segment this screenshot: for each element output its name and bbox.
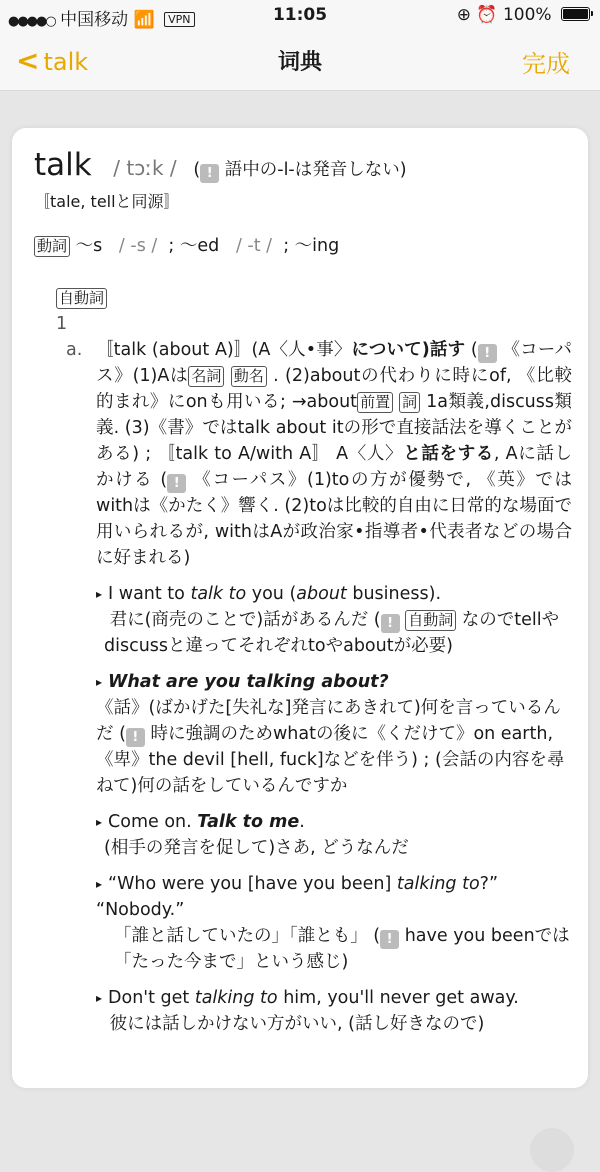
inflection-s: ～s xyxy=(75,236,103,256)
example-5 xyxy=(96,985,572,1037)
vpn-badge: VPN xyxy=(164,12,194,27)
entry-content xyxy=(12,128,588,1037)
sense-label: a. xyxy=(66,340,83,360)
headword: talk xyxy=(34,147,92,183)
chevron-left-icon: < xyxy=(16,44,40,77)
navigation-bar xyxy=(0,32,600,91)
example-4-en-2: “Nobody.” xyxy=(96,900,185,920)
tag-verbal-noun: 動名 xyxy=(231,366,267,387)
inflection-ed-pron: / -t / xyxy=(235,236,273,256)
example-2-ja: 《話》(ばかげた[失礼な]発言にあきれて)何を言っているんだ ( ! 時に強調のためwhatの後に《くだけて》on earth, 《卑》the devil [hell, fuck]などを伴う) ; (会話の内容を尋ねて)何の話をしているんですか xyxy=(96,698,565,796)
etymology: 〚tale, tellと同源〛 xyxy=(34,192,180,211)
example-3 xyxy=(96,809,572,861)
status-right xyxy=(457,5,590,25)
inflection-ing: ; ～ing xyxy=(283,236,340,256)
example-4-ja: 「誰と話していたの」「誰とも」 ( ! have you beenでは「たった今まで」という感じ) xyxy=(114,926,570,972)
done-button[interactable]: 完成 xyxy=(522,50,570,78)
example-3-ja: (相手の発言を促して)さあ, どうなんだ xyxy=(104,838,409,858)
exclamation-icon: ! xyxy=(126,728,145,747)
dictionary-card xyxy=(12,128,588,1088)
battery-percent: 100% xyxy=(502,5,552,25)
pronunciation-note: ( ! 語中の-l-は発音しない) xyxy=(182,160,407,181)
headword-line xyxy=(34,147,572,183)
example-3-en: ▸ Come on. Talk to me. xyxy=(96,809,572,835)
alarm-icon: ⏰ xyxy=(476,5,498,25)
wifi-icon: 📶 xyxy=(133,10,155,30)
page-title: 词典 xyxy=(277,50,322,75)
example-5-ja: 彼には話しかけない方がいい, (話し好きなので) xyxy=(104,1014,485,1034)
tag-preposition: 前置 xyxy=(357,392,393,413)
exclamation-icon: ! xyxy=(478,344,497,363)
inflection-s-pron: / -s / xyxy=(118,236,158,256)
sense-number: 1 xyxy=(56,314,68,334)
tag-noun: 名詞 xyxy=(188,366,224,387)
example-5-en: ▸ Don't get talking to him, you'll never get away. xyxy=(96,985,572,1011)
exclamation-icon: ! xyxy=(167,474,186,493)
inflection-ed: ; ～ed xyxy=(168,236,220,256)
example-1-ja: 君に(商売のことで)話があるんだ ( ! 自動詞 なのでtellやdiscussと違ってそれぞれtoやaboutが必要) xyxy=(104,610,560,656)
pos-tag-intransitive: 自動詞 xyxy=(56,288,107,309)
battery-icon xyxy=(561,7,590,21)
exclamation-icon: ! xyxy=(200,164,219,183)
tag-preposition-2: 詞 xyxy=(399,392,420,413)
sense-definition: a. 〚talk (about A)〛(A〈人•事〉について)話す ( ! 《コーパス》(1)Aは 名詞 動名 . (2)aboutの代わりに時にof, 《比較的まれ》にonも用いる; →about 前置 詞 1a類義,discuss類義. (3)《書》ではtalk about itの形で直接話法を導くことがある) ; 〚talk to A/with A〛 A〈人〉と話をする, Aに話しかける ( ! 《コーパス》(1)toの方が優勢で, 《英》ではwithは《かたく》響く. (2)toは比較的自由に日常的な場面で用いられるが, withはAが政治家•指導者•代表者などの場合に好まれる) xyxy=(96,337,572,571)
pron-note-text: 語中の-l-は発音しない) xyxy=(224,160,407,180)
signal-icon: ●●●●○ xyxy=(8,14,55,29)
tag-intransitive: 自動詞 xyxy=(405,610,456,631)
pos-tag-verb: 動詞 xyxy=(34,236,70,257)
exclamation-icon: ! xyxy=(381,614,400,633)
assistive-touch-button[interactable] xyxy=(530,1128,574,1172)
example-2-en: ▸ What are you talking about? xyxy=(96,669,572,695)
sub-pos xyxy=(56,285,572,311)
carrier-name: 中国移动 xyxy=(60,10,129,30)
pronunciation: / tɔːk / xyxy=(113,156,177,180)
status-bar xyxy=(0,0,600,32)
inflections xyxy=(34,233,572,259)
example-1 xyxy=(96,581,572,659)
example-2 xyxy=(96,669,572,799)
example-1-en: ▸ I want to talk to you (about business). xyxy=(96,581,572,607)
example-4 xyxy=(96,871,572,975)
example-4-en: ▸ “Who were you [have you been] talking to?” xyxy=(96,871,572,897)
status-time: 11:05 xyxy=(272,5,328,25)
back-label: talk xyxy=(43,48,89,76)
rotation-lock-icon: ⊕ xyxy=(456,5,471,25)
exclamation-icon: ! xyxy=(380,930,399,949)
